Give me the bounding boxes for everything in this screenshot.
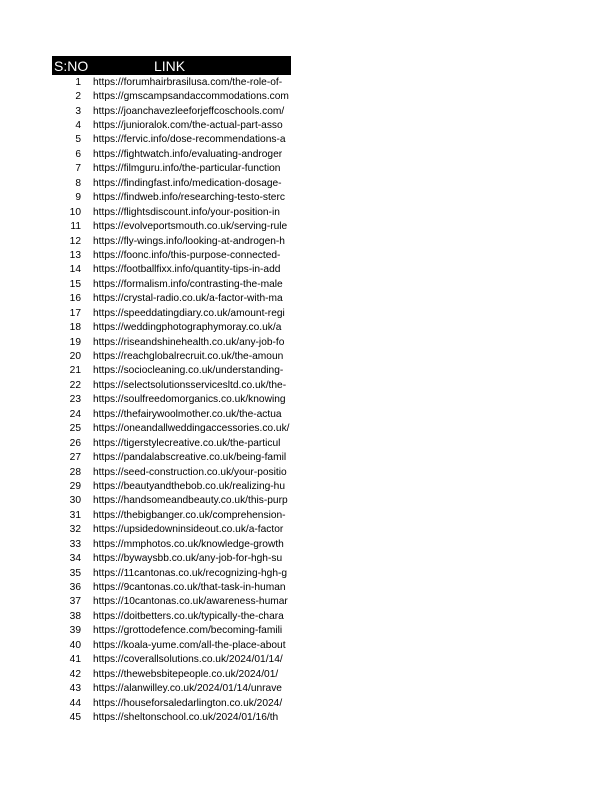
table-row — [52, 436, 291, 450]
table-row — [52, 609, 291, 623]
row-link[interactable]: https://11cantonas.co.uk/recognizing-hgh-g — [93, 567, 288, 579]
row-number: 16 — [69, 293, 81, 305]
row-number: 42 — [69, 668, 81, 680]
table-row — [52, 147, 291, 161]
row-link[interactable]: https://flightsdiscount.info/your-position-in — [93, 206, 280, 218]
row-link[interactable]: https://weddingphotographymoray.co.uk/a — [93, 322, 282, 334]
table-row — [52, 191, 291, 205]
table-row — [52, 667, 291, 681]
row-number: 43 — [69, 683, 81, 695]
table-row — [52, 710, 291, 724]
row-link[interactable]: https://alanwilley.co.uk/2024/01/14/unrave — [93, 683, 282, 695]
table-row — [52, 465, 291, 479]
table-row — [52, 75, 291, 89]
row-number: 6 — [75, 148, 81, 160]
row-link[interactable]: https://findingfast.info/medication-dosage- — [93, 177, 282, 189]
row-link[interactable]: https://findweb.info/researching-testo-sterc — [93, 192, 285, 204]
row-number: 21 — [69, 365, 81, 377]
table-row — [52, 378, 291, 392]
row-link[interactable]: https://seed-construction.co.uk/your-positio — [93, 466, 287, 478]
row-link[interactable]: https://10cantonas.co.uk/awareness-humar — [93, 596, 288, 608]
table-row — [52, 205, 291, 219]
table-row — [52, 320, 291, 334]
table-row — [52, 479, 291, 493]
table-row — [52, 104, 291, 118]
row-number: 27 — [69, 452, 81, 464]
row-link[interactable]: https://joanchavezleeforjeffcoschools.com/ — [93, 105, 285, 117]
row-number: 25 — [69, 423, 81, 435]
table-row — [52, 364, 291, 378]
table-row — [52, 624, 291, 638]
table-row — [52, 696, 291, 710]
row-link[interactable]: https://formalism.info/contrasting-the-male — [93, 278, 283, 290]
row-link[interactable]: https://thefairywoolmother.co.uk/the-actua — [93, 408, 282, 420]
row-number: 8 — [75, 177, 81, 189]
row-number: 34 — [69, 553, 81, 565]
table-body — [52, 75, 291, 725]
table-row — [52, 450, 291, 464]
row-number: 26 — [69, 437, 81, 449]
column-header-link: LINK — [153, 57, 186, 74]
row-number: 7 — [75, 163, 81, 175]
table-row — [52, 551, 291, 565]
table-row — [52, 335, 291, 349]
table-row — [52, 89, 291, 103]
table-row — [52, 681, 291, 695]
row-link[interactable]: https://foonc.info/this-purpose-connected- — [93, 249, 281, 261]
row-link[interactable]: https://oneandallweddingaccessories.co.uk/ — [93, 423, 290, 435]
row-link[interactable]: https://koala-yume.com/all-the-place-about — [93, 639, 286, 651]
table-row — [52, 292, 291, 306]
row-number: 40 — [69, 639, 81, 651]
table-row — [52, 422, 291, 436]
row-number: 22 — [69, 379, 81, 391]
row-number: 36 — [69, 582, 81, 594]
row-link[interactable]: https://bywaysbb.co.uk/any-job-for-hgh-su — [93, 553, 283, 565]
row-link[interactable]: https://mmphotos.co.uk/knowledge-growth — [93, 538, 284, 550]
row-link[interactable]: https://upsidedowninsideout.co.uk/a-factor — [93, 524, 284, 536]
row-number: 13 — [69, 249, 81, 261]
row-number: 37 — [69, 596, 81, 608]
row-link[interactable]: https://fightwatch.info/evaluating-androger — [93, 148, 283, 160]
row-number: 35 — [69, 567, 81, 579]
row-link[interactable]: https://handsomeandbeauty.co.uk/this-purp — [93, 495, 288, 507]
table-row — [52, 277, 291, 291]
row-link[interactable]: https://speeddatingdiary.co.uk/amount-regi — [93, 307, 285, 319]
row-link[interactable]: https://thebigbanger.co.uk/comprehension- — [93, 509, 286, 521]
row-link[interactable]: https://pandalabscreative.co.uk/being-famil — [93, 452, 287, 464]
column-header-sno: S:NO — [54, 57, 89, 74]
row-link[interactable]: https://doitbetters.co.uk/typically-the-chara — [93, 610, 284, 622]
table-row — [52, 219, 291, 233]
row-link[interactable]: https://gmscampsandaccommodations.com — [93, 91, 289, 103]
row-number: 20 — [69, 351, 81, 363]
table-row — [52, 595, 291, 609]
row-link[interactable]: https://beautyandthebob.co.uk/realizing-hu — [93, 480, 285, 492]
row-link[interactable]: https://sociocleaning.co.uk/understanding- — [93, 365, 284, 377]
table-row — [52, 407, 291, 421]
row-number: 14 — [69, 264, 81, 276]
row-link[interactable]: https://sheltonschool.co.uk/2024/01/16/th — [93, 711, 279, 723]
table-row — [52, 306, 291, 320]
row-number: 30 — [69, 495, 81, 507]
row-link[interactable]: https://thewebsbitepeople.co.uk/2024/01/ — [93, 668, 279, 680]
row-number: 10 — [69, 206, 81, 218]
table-row — [52, 523, 291, 537]
row-number: 3 — [75, 105, 81, 117]
table-row — [52, 234, 291, 248]
row-number: 31 — [69, 509, 81, 521]
row-number: 15 — [69, 278, 81, 290]
row-link[interactable]: https://riseandshinehealth.co.uk/any-job-fo — [93, 336, 285, 348]
row-link[interactable]: https://footballfixx.info/quantity-tips-in-add — [93, 264, 281, 276]
row-link[interactable]: https://forumhairbrasilusa.com/the-role-of- — [93, 76, 283, 88]
row-link[interactable]: https://fervic.info/dose-recommendations-a — [93, 134, 286, 146]
table-row — [52, 537, 291, 551]
row-link[interactable]: https://9cantonas.co.uk/that-task-in-human — [93, 582, 286, 594]
row-number: 29 — [69, 480, 81, 492]
row-number: 39 — [69, 625, 81, 637]
row-link[interactable]: https://fly-wings.info/looking-at-androgen-h — [93, 235, 285, 247]
table-row — [52, 118, 291, 132]
row-link[interactable]: https://junioralok.com/the-actual-part-asso — [93, 120, 283, 132]
row-number: 2 — [75, 91, 81, 103]
table-row — [52, 133, 291, 147]
table-row — [52, 176, 291, 190]
row-link[interactable]: https://evolveportsmouth.co.uk/serving-rule — [93, 221, 288, 233]
row-number: 18 — [69, 322, 81, 334]
table-row — [52, 248, 291, 262]
table-row — [52, 638, 291, 652]
row-link[interactable]: https://coverallsolutions.co.uk/2024/01/14/ — [93, 654, 283, 666]
row-link[interactable]: https://selectsolutionsservicesltd.co.uk/the- — [93, 379, 287, 391]
table-row — [52, 494, 291, 508]
row-link[interactable]: https://soulfreedomorganics.co.uk/knowing — [93, 394, 286, 406]
table-row — [52, 566, 291, 580]
row-number: 1 — [75, 76, 81, 88]
row-number: 19 — [69, 336, 81, 348]
row-number: 4 — [75, 120, 81, 132]
table-row — [52, 349, 291, 363]
row-number: 41 — [69, 654, 81, 666]
row-number: 9 — [75, 192, 81, 204]
table-row — [52, 580, 291, 594]
row-number: 5 — [75, 134, 81, 146]
row-number: 45 — [69, 711, 81, 723]
row-link[interactable]: https://tigerstylecreative.co.uk/the-particul — [93, 437, 281, 449]
row-link[interactable]: https://reachglobalrecruit.co.uk/the-amoun — [93, 351, 284, 363]
row-number: 11 — [70, 221, 81, 233]
row-number: 44 — [69, 697, 81, 709]
table-header — [52, 56, 291, 75]
row-number: 23 — [69, 394, 81, 406]
row-link[interactable]: https://crystal-radio.co.uk/a-factor-with-ma — [93, 293, 283, 305]
row-number: 17 — [69, 307, 81, 319]
table-row — [52, 393, 291, 407]
table-row — [52, 653, 291, 667]
links-table — [52, 56, 291, 725]
row-link[interactable]: https://filmguru.info/the-particular-function — [93, 163, 281, 175]
row-number: 28 — [69, 466, 81, 478]
table-row — [52, 162, 291, 176]
row-number: 12 — [69, 235, 81, 247]
row-number: 33 — [69, 538, 81, 550]
row-link[interactable]: https://houseforsaledarlington.co.uk/2024/ — [93, 697, 283, 709]
row-link[interactable]: https://grottodefence.com/becoming-famili — [93, 625, 283, 637]
row-number: 24 — [69, 408, 81, 420]
table-row — [52, 263, 291, 277]
row-number: 32 — [69, 524, 81, 536]
row-number: 38 — [69, 610, 81, 622]
table-row — [52, 508, 291, 522]
